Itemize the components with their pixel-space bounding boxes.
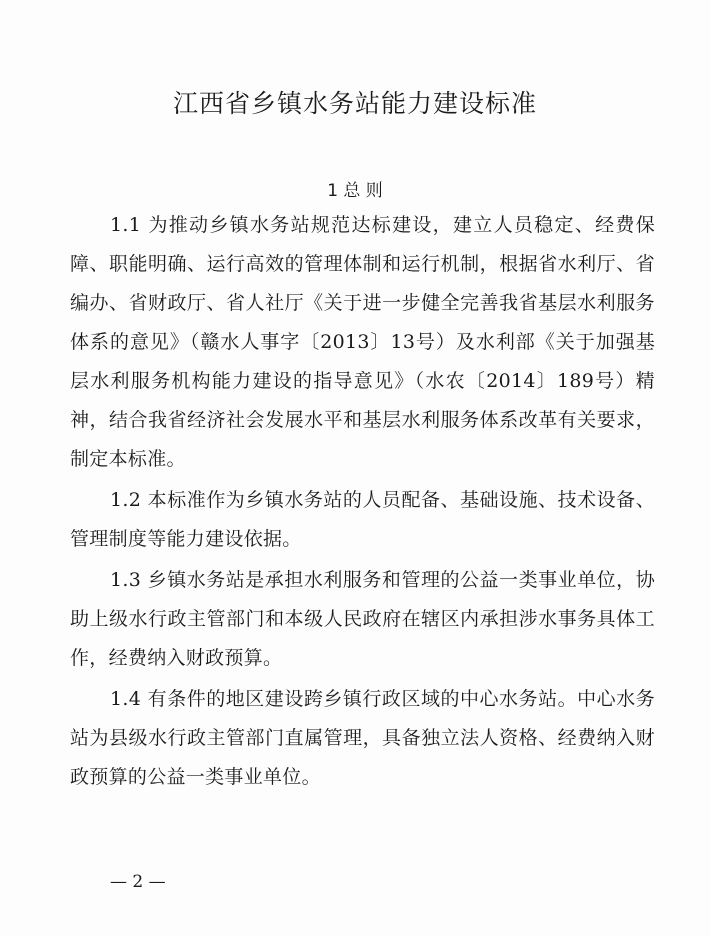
paragraph-1-3: 1.3 乡镇水务站是承担水利服务和管理的公益一类事业单位，协助上级水行政主管部门和本级人民政府在辖区内承担涉水事务具体工作，经费纳入财政预算。 <box>70 569 655 669</box>
document-title: 江西省乡镇水务站能力建设标准 <box>172 89 537 118</box>
page-number: — 2 — <box>110 872 166 892</box>
paragraph-1-1: 1.1 为推动乡镇水务站规范达标建设，建立人员稳定、经费保障、职能明确、运行高效的管理体制和运行机制，根据省水利厅、省编办、省财政厅、省人社厅《关于进一步健全完善我省基层水利服务体系的意见》（赣水人事字〔2013〕13号）及水利部《关于加强基层水利服务机构能力建设的指导意见》（水农〔2014〕189号）精神，结合我省经济社会发展水平和基层水利服务体系改革有关要求，制定本标准。 <box>70 214 655 470</box>
paragraph-1-2: 1.2 本标准作为乡镇水务站的人员配备、基础设施、技术设备、管理制度等能力建设依据。 <box>70 489 655 550</box>
document-body <box>70 206 655 799</box>
section-heading: 1 总 则 <box>327 181 383 201</box>
paragraph-1-4: 1.4 有条件的地区建设跨乡镇行政区域的中心水务站。中心水务站为县级水行政主管部门直属管理，具备独立法人资格、经费纳入财政预算的公益一类事业单位。 <box>70 688 655 788</box>
